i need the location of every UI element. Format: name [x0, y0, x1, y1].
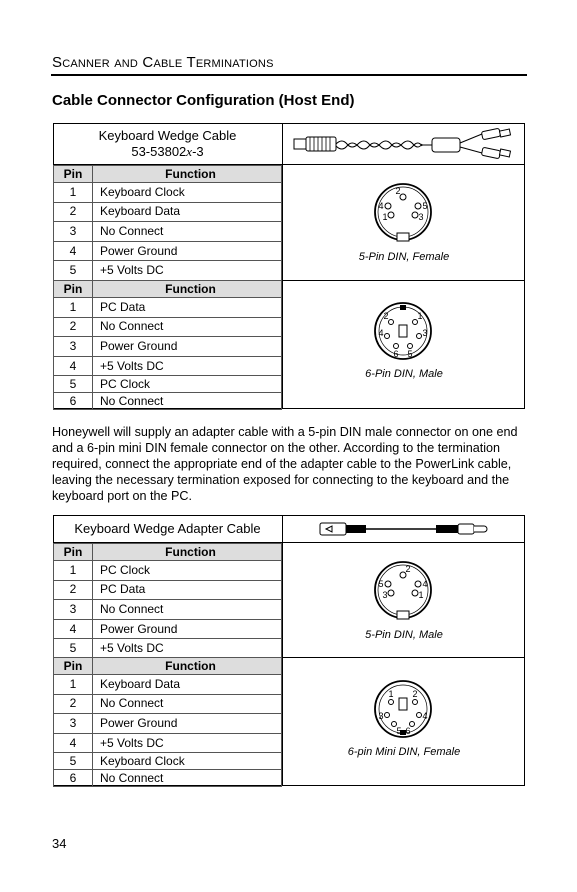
pin-function: Power Ground	[93, 619, 282, 639]
pin-function: No Connect	[93, 600, 282, 620]
table1-group1	[53, 165, 282, 281]
pin-function: +5 Volts DC	[93, 261, 282, 281]
pin-function: No Connect	[93, 222, 282, 242]
pin-function: No Connect	[93, 770, 282, 787]
pin-function: +5 Volts DC	[93, 733, 282, 753]
table2-group-rule	[282, 657, 525, 658]
col-header-function: Function	[93, 544, 282, 561]
din5-male-connector-diagram	[370, 560, 436, 626]
table1-group2-caption: 6-Pin DIN, Male	[365, 368, 443, 380]
pin-label: 3	[422, 328, 428, 338]
table1-title-line1: Keyboard Wedge Cable	[98, 128, 237, 143]
pin-function: PC Clock	[93, 561, 282, 581]
pin-label: 3	[418, 212, 424, 222]
pin-number: 3	[54, 714, 93, 734]
pin-label: 5	[378, 579, 384, 589]
pin-label: 5	[422, 201, 428, 211]
table-row	[54, 202, 282, 222]
adapter-cable-illustration	[318, 520, 490, 538]
pin-label: 6	[405, 726, 411, 736]
section-title: Cable Connector Configuration (Host End)	[52, 92, 355, 109]
pin-number: 5	[54, 639, 93, 659]
pin-function: Keyboard Data	[93, 202, 282, 222]
table-row	[54, 261, 282, 281]
pin-label: 1	[418, 590, 424, 600]
pin-number: 6	[54, 393, 93, 410]
pin-number: 6	[54, 770, 93, 787]
pin-number: 4	[54, 241, 93, 261]
pin-number: 1	[54, 675, 93, 695]
pin-number: 4	[54, 619, 93, 639]
pin-label: 3	[378, 711, 384, 721]
table-row	[54, 600, 282, 620]
table1-group2	[53, 280, 282, 410]
pin-function: No Connect	[93, 694, 282, 714]
pin-number: 2	[54, 580, 93, 600]
pin-number: 1	[54, 183, 93, 203]
pin-label: 4	[378, 201, 384, 211]
pin-number: 1	[54, 561, 93, 581]
table1-title	[53, 128, 282, 160]
page-number: 34	[52, 836, 67, 851]
pin-number: 2	[54, 317, 93, 337]
table1-divider	[282, 123, 283, 409]
pin-function: +5 Volts DC	[93, 356, 282, 376]
table-row	[54, 714, 282, 734]
pin-label: 2	[383, 311, 389, 321]
table-row	[54, 183, 282, 203]
pin-label: 3	[382, 590, 388, 600]
pin-label: 2	[395, 186, 401, 196]
pin-function: Keyboard Clock	[93, 183, 282, 203]
pin-function: Power Ground	[93, 714, 282, 734]
pin-label: 2	[412, 689, 418, 699]
pin-number: 5	[54, 753, 93, 770]
table2-group1	[53, 543, 282, 659]
pin-label: 6	[393, 349, 399, 359]
pin-function: Power Ground	[93, 241, 282, 261]
pin-number: 2	[54, 202, 93, 222]
pin-function: PC Clock	[93, 376, 282, 393]
table-row	[54, 317, 282, 337]
col-header-function: Function	[93, 658, 282, 675]
pin-number: 3	[54, 600, 93, 620]
pin-label: 1	[388, 689, 394, 699]
pin-function: PC Data	[93, 580, 282, 600]
table-row	[54, 580, 282, 600]
table2-group2	[53, 657, 282, 787]
din5-female-connector-diagram	[370, 182, 436, 248]
table-row	[54, 561, 282, 581]
table2-title: Keyboard Wedge Adapter Cable	[74, 521, 261, 536]
table1-part-number: 53-53802	[131, 144, 187, 159]
table-row	[54, 770, 282, 787]
table1-part-variable: x	[186, 144, 193, 159]
table1-part-suffix: -3	[192, 144, 204, 159]
col-header-function: Function	[93, 166, 282, 183]
pin-number: 5	[54, 376, 93, 393]
table-row	[54, 733, 282, 753]
table-row	[54, 337, 282, 357]
table2-group1-caption: 5-Pin DIN, Male	[365, 629, 443, 641]
table-row	[54, 619, 282, 639]
pin-number: 1	[54, 298, 93, 318]
table1-group1-caption: 5-Pin DIN, Female	[358, 251, 450, 263]
din6-male-connector-diagram	[372, 300, 434, 362]
table-row	[54, 298, 282, 318]
col-header-function: Function	[93, 281, 282, 298]
pin-function: No Connect	[93, 393, 282, 410]
pin-label: 4	[378, 328, 384, 338]
pin-label: 1	[417, 311, 423, 321]
pin-label: 4	[422, 579, 428, 589]
table1-group-rule	[282, 280, 525, 281]
pin-number: 3	[54, 337, 93, 357]
col-header-pin: Pin	[54, 658, 93, 675]
pin-label: 4	[422, 711, 428, 721]
mini-din6-female-connector-diagram	[372, 678, 434, 740]
running-header-text: Scanner and Cable Terminations	[52, 54, 274, 71]
keyboard-wedge-cable-illustration	[292, 128, 520, 160]
col-header-pin: Pin	[54, 544, 93, 561]
pin-label: 5	[396, 726, 402, 736]
pin-number: 3	[54, 222, 93, 242]
table-row	[54, 241, 282, 261]
pin-number: 4	[54, 733, 93, 753]
pin-function: Keyboard Clock	[93, 753, 282, 770]
body-paragraph: Honeywell will supply an adapter cable with a 5-pin DIN male connector on one end and a 6-pin mini DIN female connector on the other. According to the termination required, connect the appropriate end of the adapter cable to the PowerLink cable, leaving the necessary termination exposed for connecting to the keyboard and the keyboard port on the PC.	[52, 425, 518, 503]
table1-title-line2	[53, 144, 282, 160]
table-row	[54, 694, 282, 714]
pin-label: 1	[382, 212, 388, 222]
pin-number: 2	[54, 694, 93, 714]
pin-function: PC Data	[93, 298, 282, 318]
table2-group2-caption: 6-pin Mini DIN, Female	[347, 746, 461, 758]
pin-label: 5	[407, 349, 413, 359]
table-row	[54, 753, 282, 770]
table-row	[54, 356, 282, 376]
table-row	[54, 675, 282, 695]
table-row	[54, 376, 282, 393]
running-header	[52, 54, 274, 71]
pin-function: +5 Volts DC	[93, 639, 282, 659]
pin-function: Power Ground	[93, 337, 282, 357]
pin-number: 5	[54, 261, 93, 281]
col-header-pin: Pin	[54, 166, 93, 183]
table-row	[54, 393, 282, 410]
pin-label: 2	[405, 564, 411, 574]
table-row	[54, 222, 282, 242]
pin-number: 4	[54, 356, 93, 376]
header-rule	[51, 74, 527, 76]
col-header-pin: Pin	[54, 281, 93, 298]
pin-function: No Connect	[93, 317, 282, 337]
pin-function: Keyboard Data	[93, 675, 282, 695]
table-row	[54, 639, 282, 659]
